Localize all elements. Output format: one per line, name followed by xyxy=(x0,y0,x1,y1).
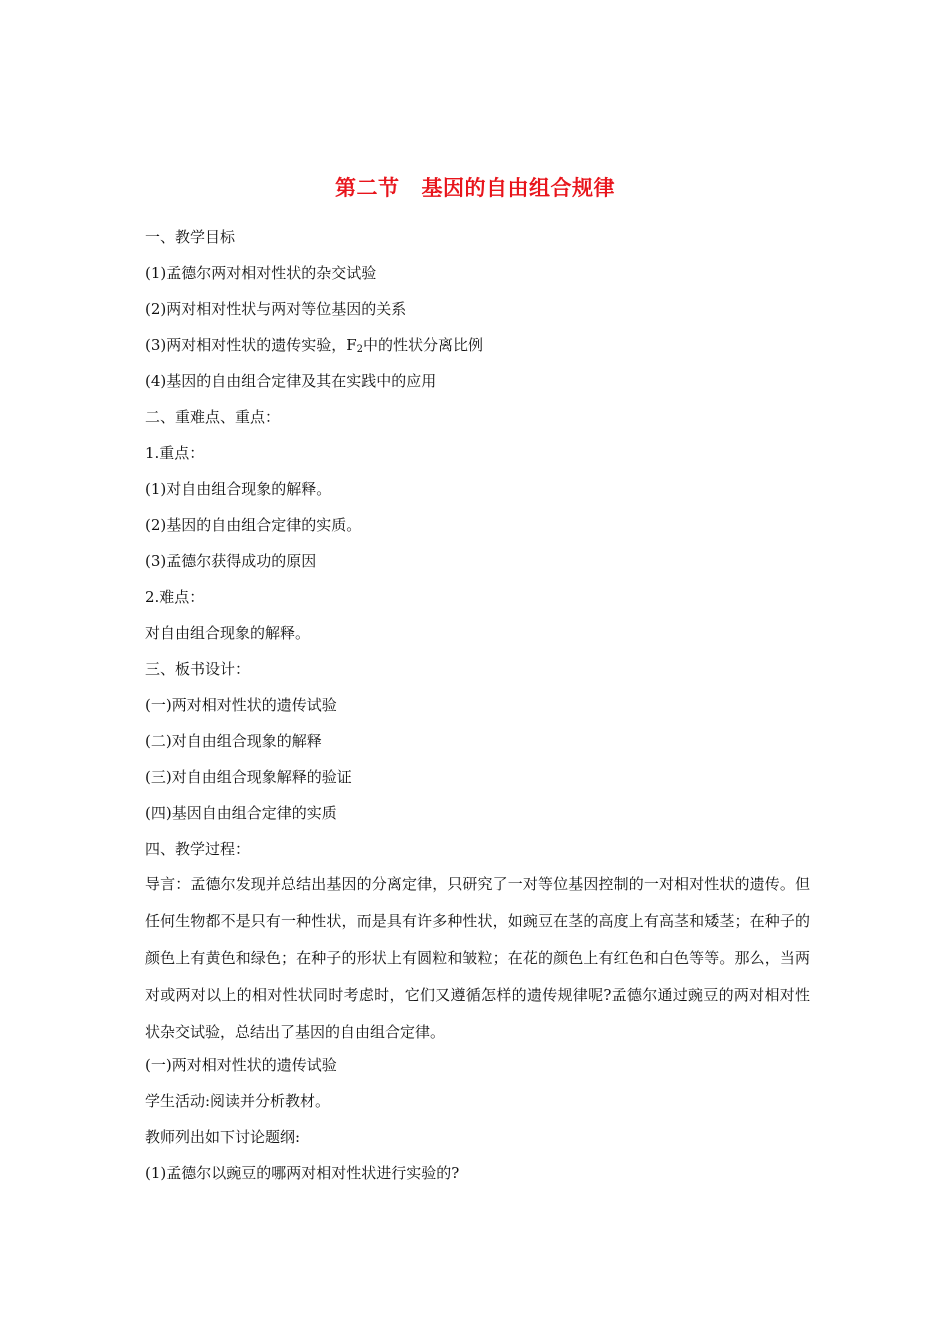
process-item: (一)两对相对性状的遗传试验 xyxy=(145,1056,337,1074)
heading-teaching-process: 四、教学过程： xyxy=(145,840,251,858)
document-body xyxy=(145,225,810,1197)
heading-key-points: 二、重难点、重点： xyxy=(145,408,281,426)
board-item: (四)基因自由组合定律的实质 xyxy=(145,804,337,822)
process-item: 学生活动:阅读并分析教材。 xyxy=(145,1092,331,1110)
section-title xyxy=(0,172,950,202)
board-item: (三)对自由组合现象解释的验证 xyxy=(145,768,352,786)
board-item: (一)两对相对性状的遗传试验 xyxy=(145,696,337,714)
heading-board-design: 三、板书设计： xyxy=(145,660,251,678)
process-item: (1)孟德尔以豌豆的哪两对相对性状进行实验的? xyxy=(145,1164,460,1182)
intro-paragraph: 导言：孟德尔发现并总结出基因的分离定律，只研究了一对等位基因控制的一对相对性状的遗传。但任何生物都不是只有一种性状，而是具有许多种性状，如豌豆在茎的高度上有高茎和矮茎；在种子的颜色上有黄色和绿色；在种子的形状上有圆粒和皱粒；在花的颜色上有红色和白色等等。那么，当两对或两对以上的相对性状同时考虑时，它们又遵循怎样的遗传规律呢?孟德尔通过豌豆的两对相对性状杂交试验，总结出了基因的自由组合定律。 xyxy=(145,875,810,1041)
difficulty-item: 对自由组合现象的解释。 xyxy=(145,624,311,642)
key-point-item: (2)基因的自由组合定律的实质。 xyxy=(145,516,362,534)
objective-item: (1)孟德尔两对相对性状的杂交试验 xyxy=(145,264,377,282)
objective-item-f2: (3)两对相对性状的遗传实验，$F_2$中的性状分离比例 xyxy=(145,336,484,355)
board-item: (二)对自由组合现象的解释 xyxy=(145,732,322,750)
key-point-item: (1)对自由组合现象的解释。 xyxy=(145,480,332,498)
objective-item: (4)基因的自由组合定律及其在实践中的应用 xyxy=(145,372,437,390)
subheading-difficulty: 2.难点： xyxy=(145,588,205,606)
subheading-key: 1.重点： xyxy=(145,444,205,462)
heading-objectives: 一、教学目标 xyxy=(145,228,236,246)
section-number: 第二节 xyxy=(335,176,400,200)
section-heading: 基因的自由组合规律 xyxy=(421,176,615,200)
key-point-item: (3)孟德尔获得成功的原因 xyxy=(145,552,317,570)
objective-item: (2)两对相对性状与两对等位基因的关系 xyxy=(145,300,407,318)
process-item: 教师列出如下讨论题纲: xyxy=(145,1128,301,1146)
